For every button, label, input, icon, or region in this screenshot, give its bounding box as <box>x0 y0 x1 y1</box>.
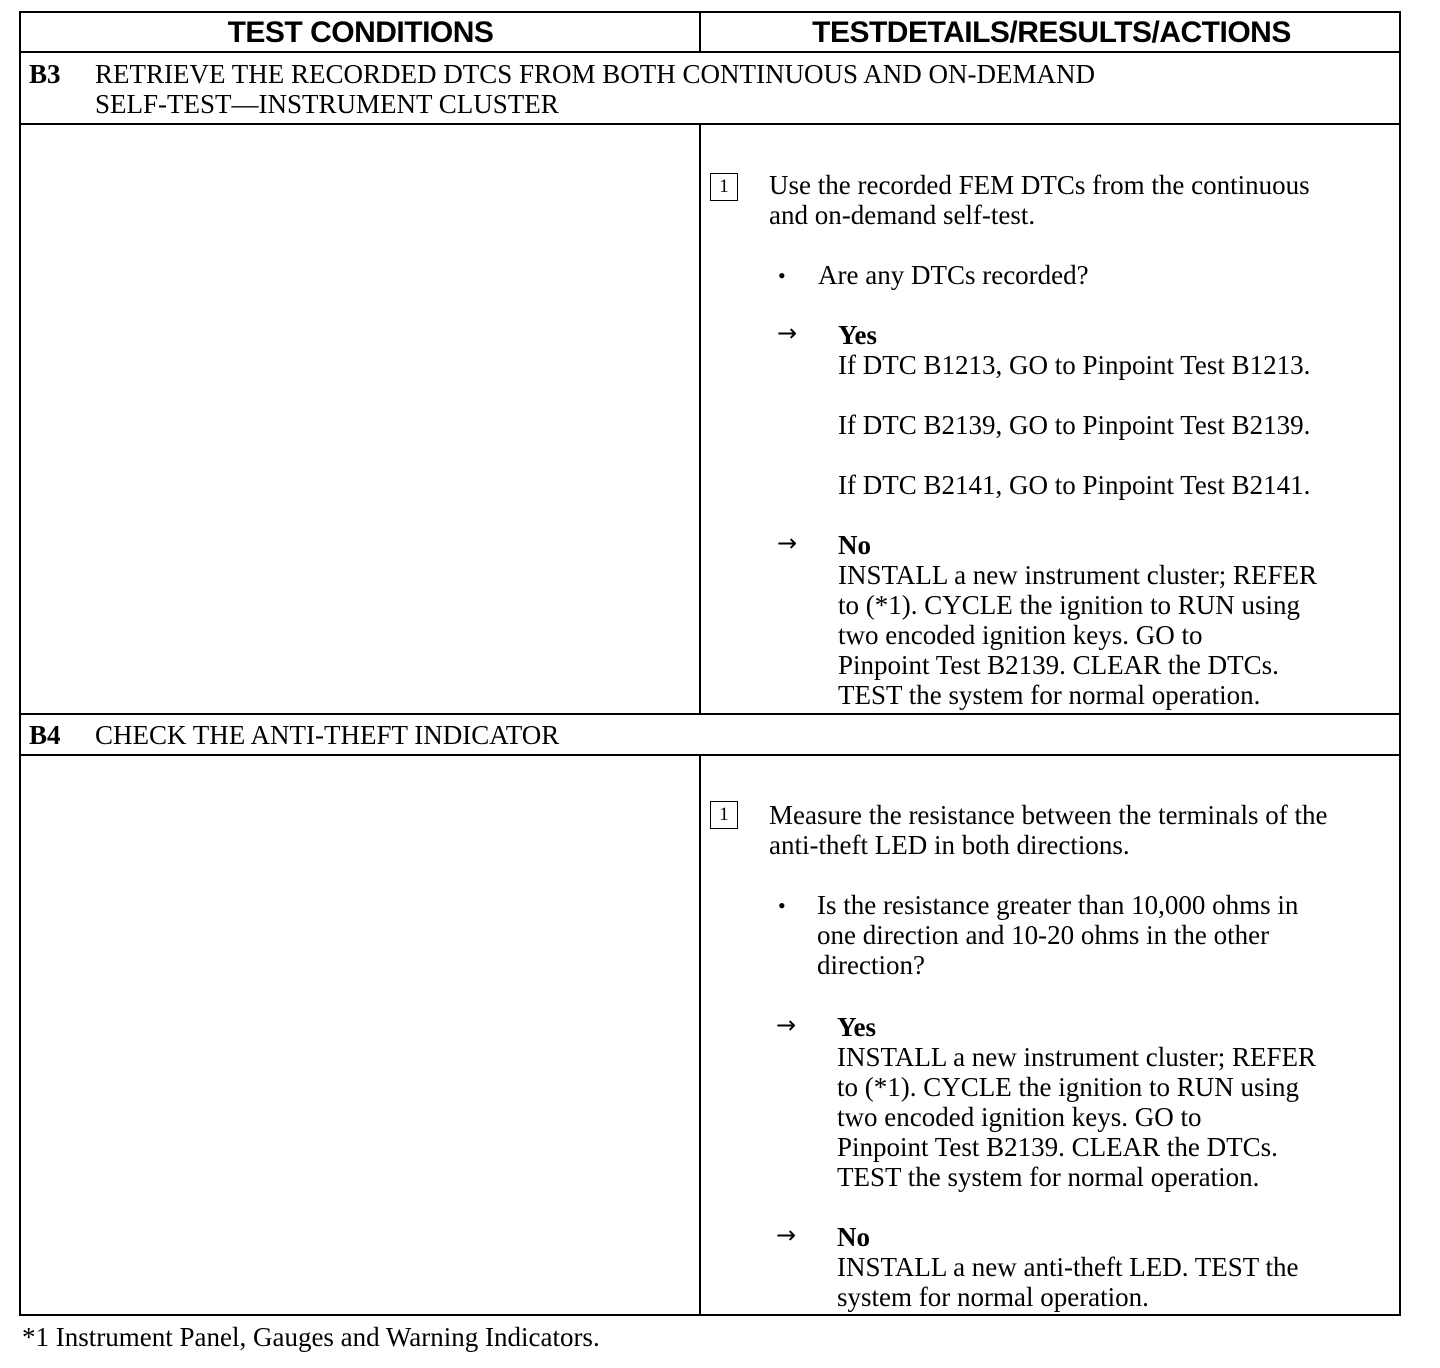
b4-step-id: B4 <box>29 720 61 750</box>
b4-question-line-3: direction? <box>817 950 925 980</box>
b4-no-action <box>837 1252 1298 1312</box>
b3-no-line-5: TEST the system for normal operation. <box>838 680 1261 710</box>
b3-yes-arrow-icon: → <box>777 319 798 347</box>
b3-yes-action-3: If DTC B2141, GO to Pinpoint Test B2141. <box>838 470 1311 500</box>
b4-question <box>817 890 1298 980</box>
header-divider <box>21 51 1399 53</box>
b3-column-divider <box>699 123 701 715</box>
b4-step-instruction <box>769 800 1328 860</box>
b3-step-instruction <box>769 170 1310 230</box>
b3-question: Are any DTCs recorded? <box>818 260 1089 290</box>
b4-no-line-2: system for normal operation. <box>837 1282 1149 1312</box>
b3-title-divider <box>21 123 1399 125</box>
b3-no-line-1: INSTALL a new instrument cluster; REFER <box>838 560 1318 590</box>
b3-no-action <box>838 560 1317 710</box>
b3-no-arrow-icon: → <box>777 529 798 557</box>
b3-step-number-box: 1 <box>710 173 738 201</box>
b4-question-line-2: one direction and 10-20 ohms in the other <box>817 920 1270 950</box>
b3-no-line-2: to (*1). CYCLE the ignition to RUN using <box>838 590 1300 620</box>
b4-no-line-1: INSTALL a new anti-theft LED. TEST the <box>837 1252 1299 1282</box>
b4-bullet-icon: • <box>778 893 786 918</box>
b4-title-line-1: CHECK THE ANTI-THEFT INDICATOR <box>95 720 560 750</box>
test-table <box>19 11 1401 1316</box>
b4-title-divider <box>21 754 1399 756</box>
column-header-test-details: TESTDETAILS/RESULTS/ACTIONS <box>812 16 1291 49</box>
b4-step-number-box: 1 <box>710 801 738 829</box>
b3-title-line-2: SELF-TEST—INSTRUMENT CLUSTER <box>95 89 559 119</box>
b3-title-line-1: RETRIEVE THE RECORDED DTCS FROM BOTH CONTINUOUS AND ON-DEMAND <box>95 59 1096 89</box>
b4-yes-line-4: Pinpoint Test B2139. CLEAR the DTCs. <box>837 1132 1278 1162</box>
b4-yes-line-1: INSTALL a new instrument cluster; REFER <box>837 1042 1317 1072</box>
b3-step-line-1: Use the recorded FEM DTCs from the continuous <box>769 170 1310 200</box>
b3-step-line-2: and on-demand self-test. <box>769 200 1036 230</box>
b3-step-id: B3 <box>29 59 61 89</box>
b3-no-label: No <box>838 530 871 560</box>
b4-step-line-2: anti-theft LED in both directions. <box>769 830 1130 860</box>
b3-yes-action-2: If DTC B2139, GO to Pinpoint Test B2139. <box>838 410 1311 440</box>
b3-bullet-icon: • <box>778 263 786 288</box>
b4-yes-action <box>837 1042 1316 1192</box>
b4-yes-label: Yes <box>837 1012 876 1042</box>
b4-yes-line-2: to (*1). CYCLE the ignition to RUN using <box>837 1072 1299 1102</box>
header-column-divider <box>699 13 701 53</box>
b3-end-divider <box>21 713 1399 715</box>
b4-no-label: No <box>837 1222 870 1252</box>
b4-yes-line-3: two encoded ignition keys. GO to <box>837 1102 1202 1132</box>
b4-yes-line-5: TEST the system for normal operation. <box>837 1162 1260 1192</box>
footnote: *1 Instrument Panel, Gauges and Warning Indicators. <box>22 1322 600 1352</box>
b3-no-line-4: Pinpoint Test B2139. CLEAR the DTCs. <box>838 650 1279 680</box>
b4-no-arrow-icon: → <box>776 1221 797 1249</box>
b4-column-divider <box>699 754 701 1316</box>
b3-yes-action-1: If DTC B1213, GO to Pinpoint Test B1213. <box>838 350 1311 380</box>
b3-yes-label: Yes <box>838 320 877 350</box>
b4-question-line-1: Is the resistance greater than 10,000 ohms in <box>817 890 1299 920</box>
column-header-test-conditions: TEST CONDITIONS <box>227 16 494 49</box>
b3-no-line-3: two encoded ignition keys. GO to <box>838 620 1203 650</box>
b4-step-line-1: Measure the resistance between the terminals of the <box>769 800 1328 830</box>
b4-yes-arrow-icon: → <box>776 1011 797 1039</box>
